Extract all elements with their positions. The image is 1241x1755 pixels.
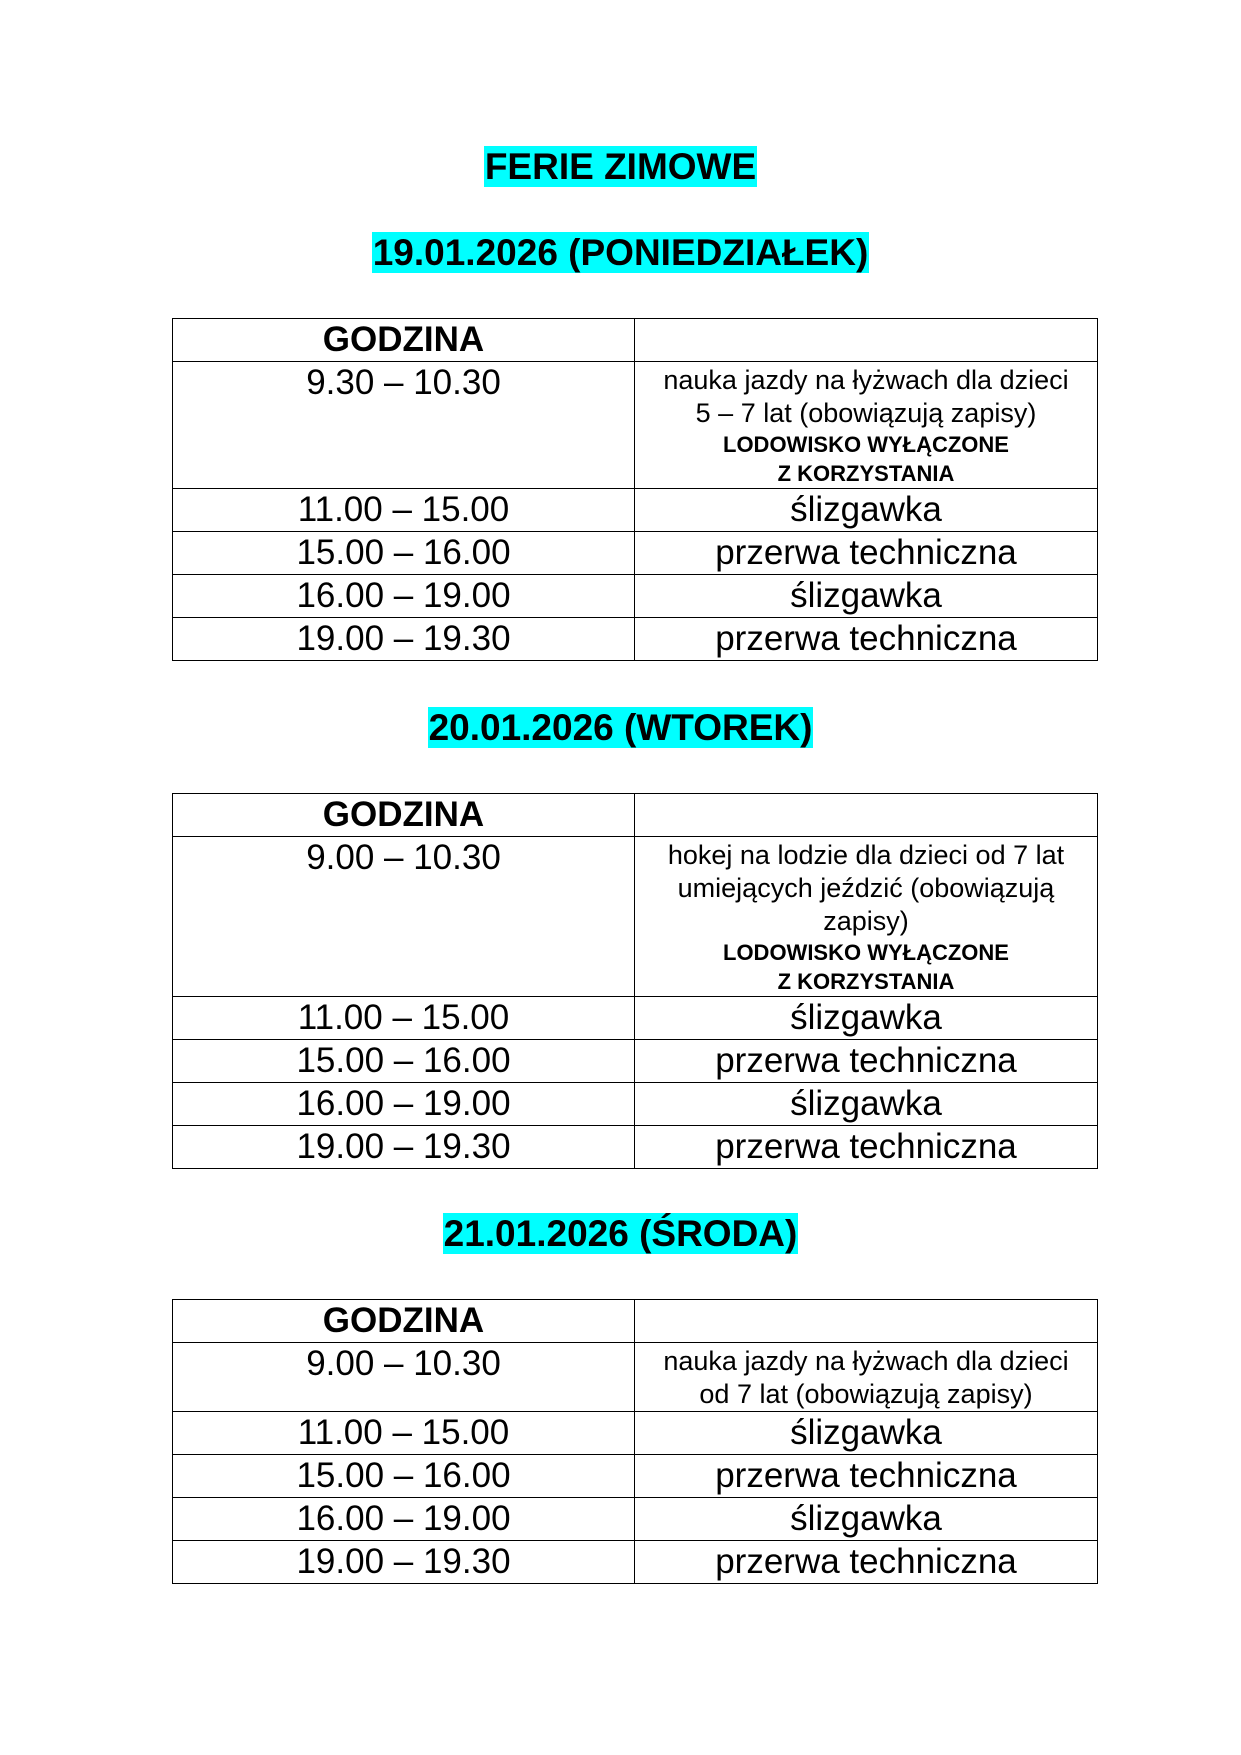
activity-cell <box>635 1541 1098 1584</box>
table-header-row <box>173 1300 1098 1343</box>
day-heading <box>0 232 1241 274</box>
activity-line: od 7 lat (obowiązują zapisy) <box>699 1379 1033 1409</box>
time-value: 16.00 – 19.00 <box>296 1499 511 1538</box>
table-row <box>173 1083 1098 1126</box>
activity-cell <box>635 618 1098 661</box>
activity-value: ślizgawka <box>790 1413 942 1452</box>
activity-value: przerwa techniczna <box>715 1041 1017 1080</box>
time-cell <box>173 1343 635 1412</box>
table-row <box>173 1343 1098 1412</box>
activity-value: ślizgawka <box>790 1084 942 1123</box>
activity-value: przerwa techniczna <box>715 1456 1017 1495</box>
activity-line: nauka jazdy na łyżwach dla dzieci <box>663 1346 1069 1376</box>
time-cell <box>173 618 635 661</box>
header-cell-time <box>173 794 635 837</box>
time-cell <box>173 1498 635 1541</box>
activity-line: hokej na lodzie dla dzieci od 7 lat <box>667 840 1065 870</box>
activity-cell <box>635 837 1098 997</box>
schedule-table <box>172 793 1098 1169</box>
activity-cell <box>635 1040 1098 1083</box>
time-cell <box>173 532 635 575</box>
day-date: 21.01.2026 (ŚRODA) <box>443 1213 798 1254</box>
time-value: 9.30 – 10.30 <box>306 363 501 402</box>
activity-value: ślizgawka <box>790 998 942 1037</box>
day-heading <box>0 707 1241 749</box>
time-cell <box>173 1412 635 1455</box>
activity-cell <box>635 532 1098 575</box>
time-cell <box>173 362 635 489</box>
warning-line: LODOWISKO WYŁĄCZONE <box>723 940 1009 965</box>
table-row <box>173 1126 1098 1169</box>
time-cell <box>173 997 635 1040</box>
time-value: 11.00 – 15.00 <box>297 1413 510 1452</box>
activity-value: przerwa techniczna <box>715 619 1017 658</box>
table-row <box>173 618 1098 661</box>
time-value: 19.00 – 19.30 <box>296 1127 511 1166</box>
activity-cell <box>635 1498 1098 1541</box>
header-cell-activity <box>635 794 1098 837</box>
activity-cell <box>635 575 1098 618</box>
time-value: 11.00 – 15.00 <box>297 490 510 529</box>
table-row <box>173 837 1098 997</box>
activity-value: przerwa techniczna <box>715 1127 1017 1166</box>
time-value: 15.00 – 16.00 <box>296 1456 511 1495</box>
header-cell-time <box>173 319 635 362</box>
time-value: 16.00 – 19.00 <box>296 1084 511 1123</box>
activity-cell <box>635 1455 1098 1498</box>
time-value: 15.00 – 16.00 <box>296 1041 511 1080</box>
table-row <box>173 489 1098 532</box>
table-row <box>173 362 1098 489</box>
time-cell <box>173 1040 635 1083</box>
table-row <box>173 1040 1098 1083</box>
activity-cell <box>635 1412 1098 1455</box>
activity-value: ślizgawka <box>790 576 942 615</box>
page-title-text: FERIE ZIMOWE <box>484 146 757 187</box>
day-date: 19.01.2026 (PONIEDZIAŁEK) <box>372 232 869 273</box>
time-cell <box>173 575 635 618</box>
header-cell-activity <box>635 1300 1098 1343</box>
activity-cell <box>635 362 1098 489</box>
table-row <box>173 575 1098 618</box>
time-cell <box>173 1126 635 1169</box>
warning-line: Z KORZYSTANIA <box>777 461 955 486</box>
time-cell <box>173 837 635 997</box>
activity-line: umiejących jeździć (obowiązują <box>677 873 1055 903</box>
activity-cell <box>635 1343 1098 1412</box>
time-value: 19.00 – 19.30 <box>296 619 511 658</box>
time-value: 19.00 – 19.30 <box>296 1542 511 1581</box>
activity-cell <box>635 1126 1098 1169</box>
time-value: 15.00 – 16.00 <box>296 533 511 572</box>
activity-cell <box>635 489 1098 532</box>
activity-value: przerwa techniczna <box>715 533 1017 572</box>
page-title <box>0 146 1241 188</box>
activity-cell <box>635 1083 1098 1126</box>
day-date: 20.01.2026 (WTOREK) <box>428 707 813 748</box>
activity-line: nauka jazdy na łyżwach dla dzieci <box>663 365 1069 395</box>
activity-value: przerwa techniczna <box>715 1542 1017 1581</box>
activity-cell <box>635 997 1098 1040</box>
table-header-row <box>173 794 1098 837</box>
time-cell <box>173 489 635 532</box>
table-row <box>173 997 1098 1040</box>
header-cell-time <box>173 1300 635 1343</box>
schedule-table <box>172 318 1098 661</box>
activity-value: ślizgawka <box>790 1499 942 1538</box>
time-value: 9.00 – 10.30 <box>306 838 501 877</box>
time-cell <box>173 1455 635 1498</box>
activity-line: 5 – 7 lat (obowiązują zapisy) <box>695 398 1037 428</box>
time-cell <box>173 1083 635 1126</box>
header-time-label: GODZINA <box>322 795 485 834</box>
table-row <box>173 1455 1098 1498</box>
schedule-table <box>172 1299 1098 1584</box>
activity-line: zapisy) <box>823 906 909 936</box>
day-heading <box>0 1213 1241 1255</box>
table-row <box>173 1498 1098 1541</box>
time-value: 16.00 – 19.00 <box>296 576 511 615</box>
table-row <box>173 532 1098 575</box>
header-cell-activity <box>635 319 1098 362</box>
time-value: 11.00 – 15.00 <box>297 998 510 1037</box>
warning-line: LODOWISKO WYŁĄCZONE <box>723 432 1009 457</box>
header-time-label: GODZINA <box>322 1301 485 1340</box>
table-row <box>173 1541 1098 1584</box>
header-time-label: GODZINA <box>322 320 485 359</box>
table-row <box>173 1412 1098 1455</box>
warning-line: Z KORZYSTANIA <box>777 969 955 994</box>
activity-value: ślizgawka <box>790 490 942 529</box>
time-value: 9.00 – 10.30 <box>306 1344 501 1383</box>
table-header-row <box>173 319 1098 362</box>
time-cell <box>173 1541 635 1584</box>
